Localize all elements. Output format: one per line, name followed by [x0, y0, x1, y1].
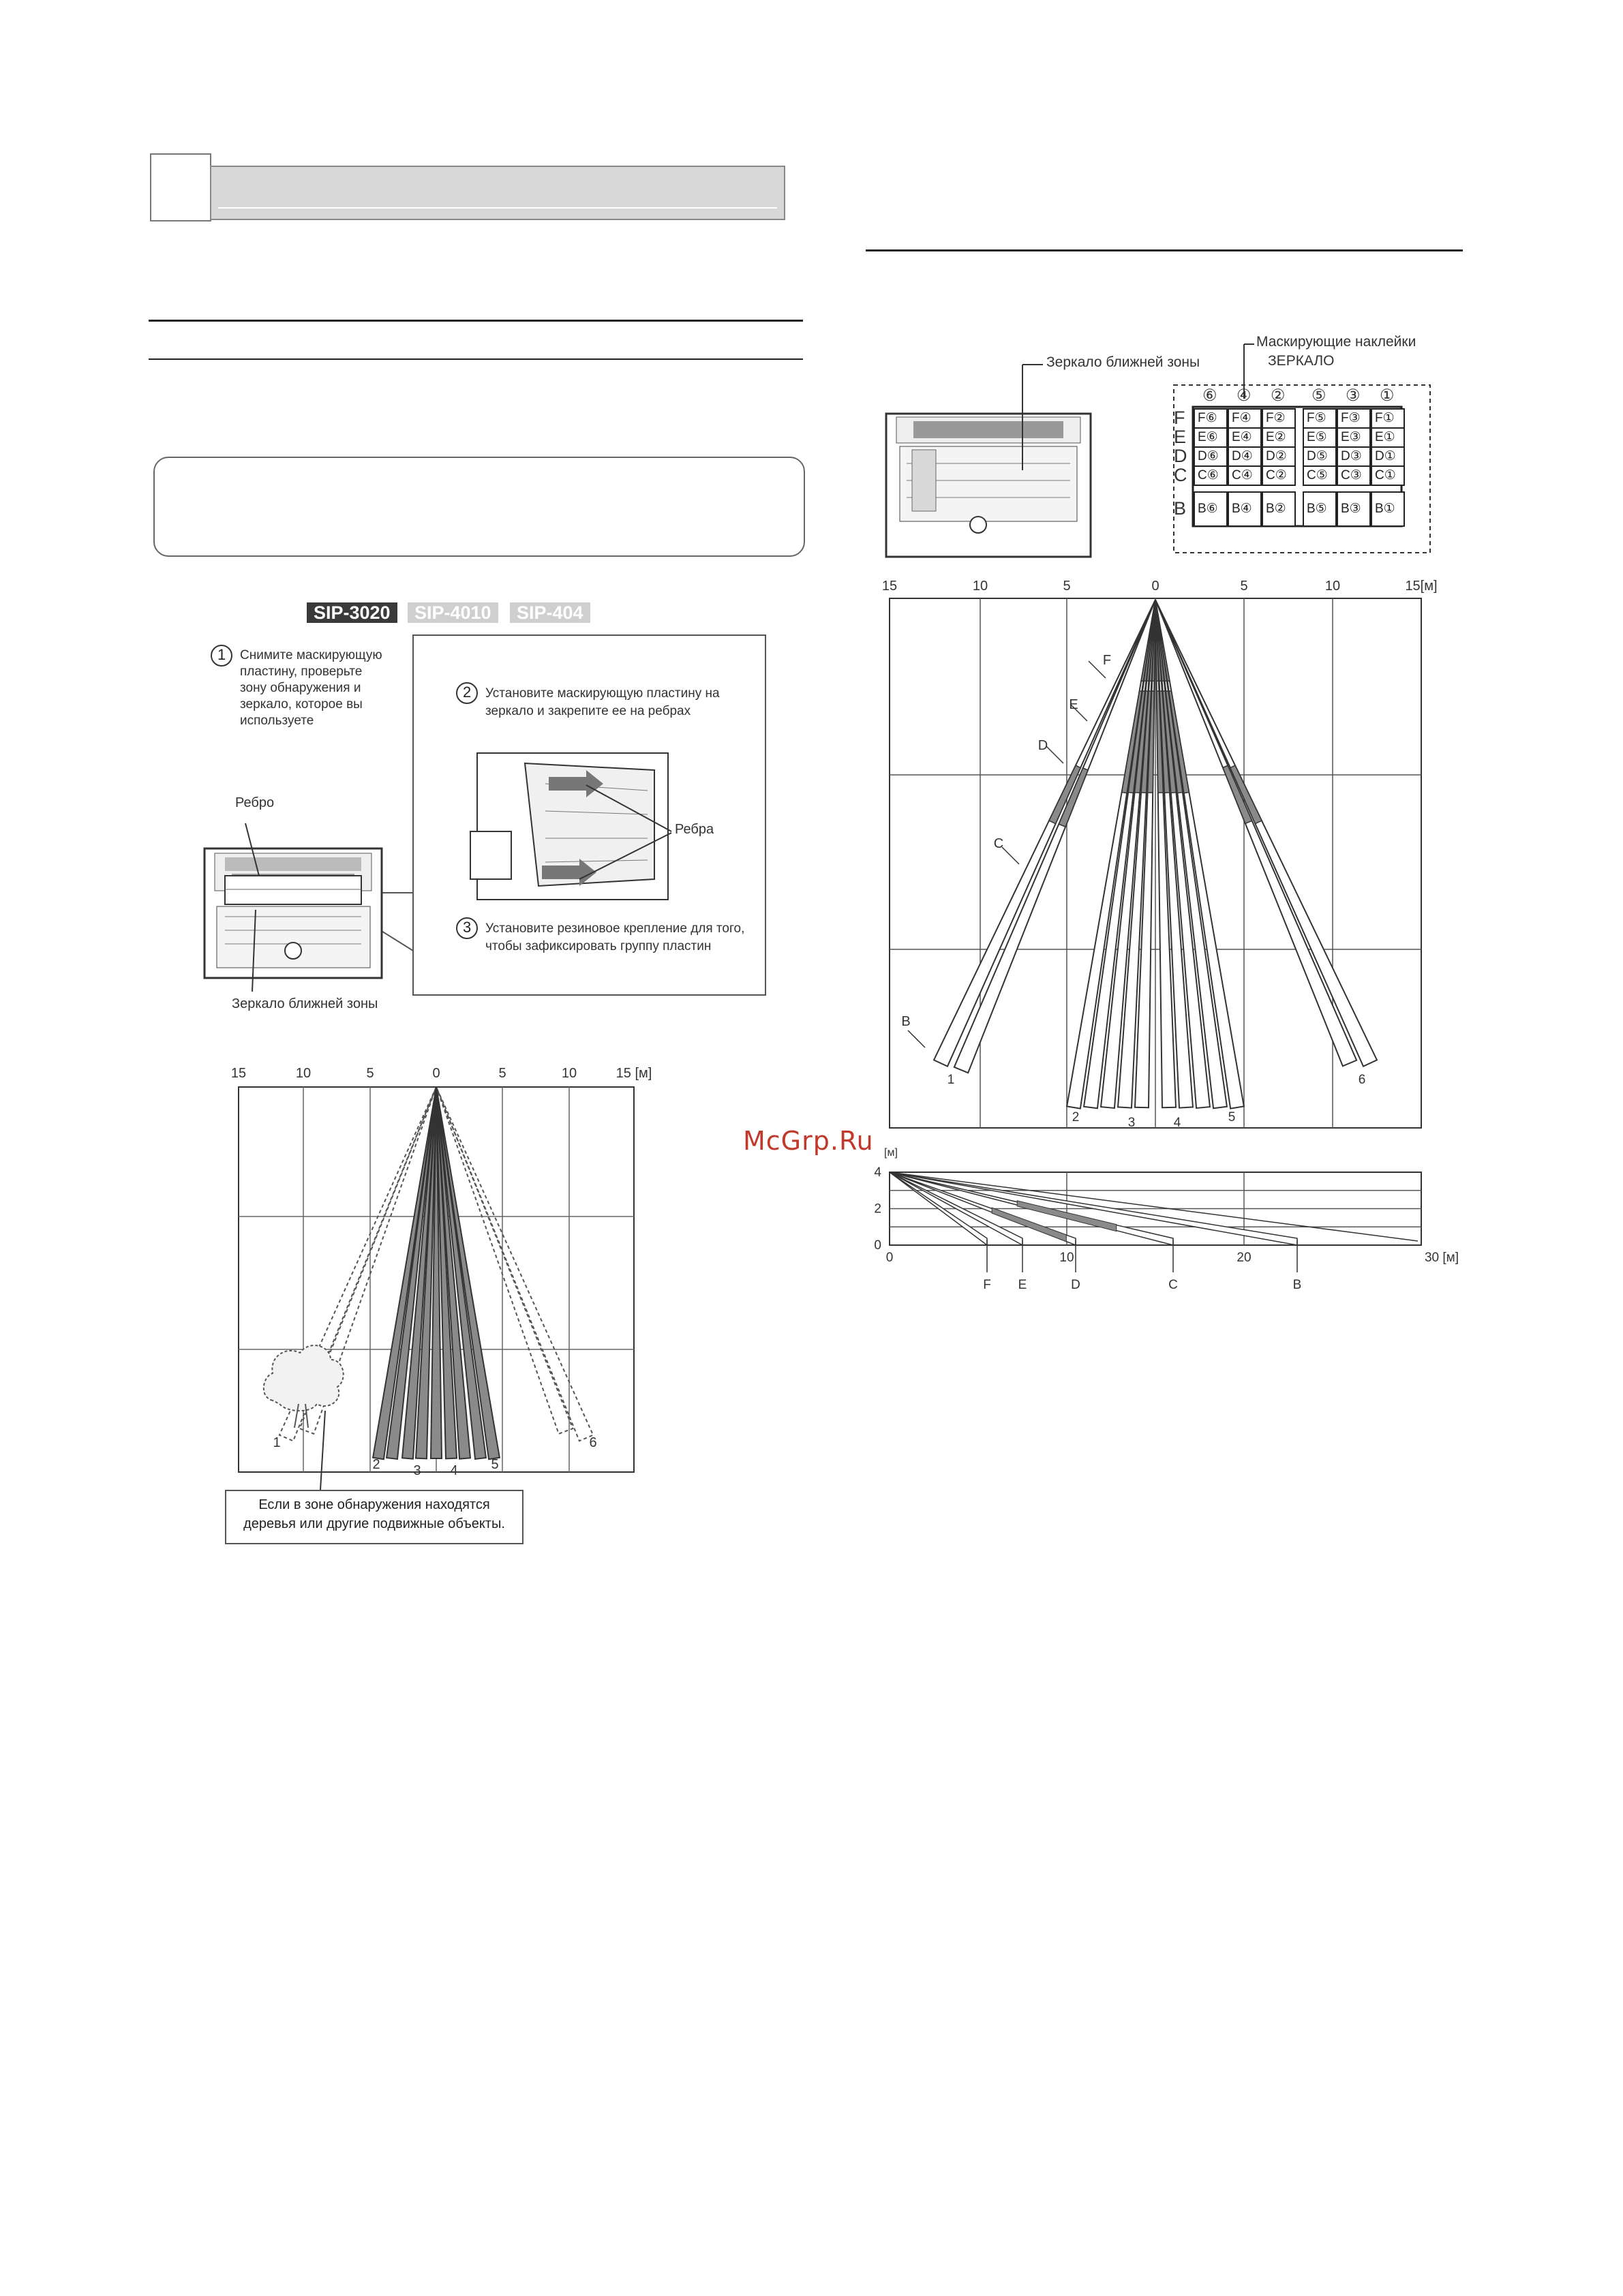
sticker-cell: E①: [1375, 430, 1395, 444]
x-tick-label: 0: [1151, 579, 1159, 594]
sticker-cell: E②: [1266, 430, 1286, 444]
sticker-cell: F①: [1375, 411, 1395, 425]
step-1-number: 1: [217, 646, 226, 663]
x-tick-label: 5: [498, 1066, 506, 1081]
x-tick-label: 10: [1324, 579, 1341, 594]
step-1-line: Снимите маскирующую: [240, 648, 382, 662]
sticker-column-header: ①: [1380, 386, 1395, 405]
step-2-line: Установите маскирующую пластину на: [485, 686, 720, 701]
y-tick-label: 2: [874, 1201, 881, 1216]
sticker-cell: E⑥: [1198, 430, 1218, 444]
beam-label: 5: [1228, 1110, 1236, 1124]
sticker-cell: B④: [1232, 502, 1252, 516]
beam-label: 3: [413, 1463, 421, 1478]
x-tick-label: 10: [972, 579, 988, 594]
zone-label: F: [983, 1278, 991, 1292]
beam-label: 3: [1127, 1116, 1136, 1130]
beam-label: 6: [589, 1435, 597, 1450]
sticker-cell: C④: [1232, 468, 1253, 483]
sticker-cell: E⑤: [1307, 430, 1327, 444]
sticker-column-header: ⑥: [1202, 386, 1217, 405]
sticker-column-header: ③: [1346, 386, 1361, 405]
sticker-column-header: ②: [1271, 386, 1286, 405]
sticker-column-header: ⑤: [1311, 386, 1326, 405]
beam-label: 2: [372, 1457, 380, 1472]
sticker-cell: C③: [1341, 468, 1362, 483]
sticker-cell: B⑤: [1307, 502, 1327, 516]
sticker-cell: D②: [1266, 449, 1287, 463]
y-tick-label: 0: [874, 1238, 881, 1253]
beam-label: 4: [1173, 1116, 1181, 1130]
step-1-line: пластину, проверьте: [240, 664, 363, 679]
sticker-cell: B③: [1341, 502, 1361, 516]
sticker-cell: D④: [1232, 449, 1253, 463]
x-tick-label: 10: [295, 1066, 312, 1081]
y-axis-label: [м]: [884, 1147, 898, 1159]
step-1-line: используете: [240, 714, 314, 728]
x-tick-label: 10: [561, 1066, 577, 1081]
beam-label: 1: [947, 1073, 955, 1087]
zone-label: C: [1168, 1278, 1178, 1292]
zone-label: B: [901, 1014, 911, 1029]
step-1-line: зеркало, которое вы: [240, 697, 363, 711]
beam-label: 1: [273, 1435, 281, 1450]
sticker-cell: F⑥: [1198, 411, 1217, 425]
step-2-number: 2: [463, 684, 472, 701]
sticker-row-header: E: [1174, 427, 1187, 447]
sticker-cell: F④: [1232, 411, 1252, 425]
sticker-row-header: B: [1174, 498, 1187, 519]
beam-label: 6: [1358, 1073, 1366, 1087]
sticker-cell: D①: [1375, 449, 1396, 463]
model-tab: SIP-4010: [408, 602, 498, 623]
watermark: McGrp.Ru: [743, 1126, 874, 1156]
zone-label: C: [993, 836, 1004, 851]
x-tick-label: 5: [1063, 579, 1071, 594]
x-tick-label: 5: [366, 1066, 374, 1081]
x-tick-label: 0: [885, 1251, 894, 1265]
x-tick-label: 5: [1240, 579, 1248, 594]
zone-label: E: [1069, 697, 1078, 712]
sticker-cell: E④: [1232, 430, 1252, 444]
beam-label: 5: [491, 1457, 499, 1472]
sticker-cell: D③: [1341, 449, 1362, 463]
zone-label: D: [1071, 1278, 1080, 1292]
x-tick-label: 15: [881, 579, 898, 594]
zone-label: F: [1102, 653, 1112, 668]
step-2-line: зеркало и закрепите ее на ребрах: [485, 704, 691, 718]
step-3-line: Установите резиновое крепление для того,: [485, 921, 745, 936]
tree-note-box: [225, 1490, 524, 1544]
x-tick-label: 15: [230, 1066, 247, 1081]
sticker-cell: C⑤: [1307, 468, 1328, 483]
zone-label: E: [1018, 1278, 1027, 1292]
sticker-cell: F⑤: [1307, 411, 1326, 425]
model-tab: SIP-404: [510, 602, 590, 623]
x-tick-label: 15 [м]: [616, 1066, 652, 1081]
sticker-cell: C②: [1266, 468, 1287, 483]
step-1-line: зону обнаружения и: [240, 681, 361, 695]
y-tick-label: 4: [874, 1165, 881, 1180]
sticker-cell: B⑥: [1198, 502, 1218, 516]
step-3-number: 3: [463, 919, 472, 936]
x-tick-label: 10: [1059, 1251, 1074, 1265]
sticker-row-header: D: [1174, 446, 1187, 466]
x-tick-label: 20: [1237, 1251, 1252, 1265]
sticker-row-header: F: [1174, 408, 1185, 428]
beam-label: 4: [450, 1463, 458, 1478]
sticker-cell: C⑥: [1198, 468, 1219, 483]
sticker-cell: F②: [1266, 411, 1286, 425]
right-near-mirror-label: Зеркало ближней зоны: [1046, 354, 1200, 370]
x-tick-label: 30 [м]: [1424, 1251, 1459, 1265]
sticker-cell: D⑤: [1307, 449, 1328, 463]
sticker-cell: B②: [1266, 502, 1286, 516]
sticker-column-header: ④: [1237, 386, 1252, 405]
tree-note-line: Если в зоне обнаружения находятся: [258, 1497, 490, 1512]
zone-label: D: [1037, 738, 1048, 753]
model-tab-active: SIP-3020: [307, 602, 397, 623]
sticker-row-header: C: [1174, 465, 1187, 485]
mirror-label: ЗЕРКАЛО: [1268, 353, 1335, 369]
mask-stickers-label: Маскирующие наклейки: [1256, 334, 1416, 350]
near-mirror-label: Зеркало ближней зоны: [232, 996, 378, 1011]
sticker-cell: D⑥: [1198, 449, 1219, 463]
x-tick-label: 15[м]: [1405, 579, 1438, 594]
sticker-cell: F③: [1341, 411, 1361, 425]
zone-label: B: [1292, 1278, 1302, 1292]
sticker-cell: B①: [1375, 502, 1395, 516]
sticker-cell: C①: [1375, 468, 1396, 483]
sticker-cell: E③: [1341, 430, 1361, 444]
ribs-label: Ребра: [675, 822, 714, 837]
tree-note-line: деревья или другие подвижные объекты.: [243, 1516, 505, 1531]
step-3-line: чтобы зафиксировать группу пластин: [485, 939, 712, 953]
x-tick-label: 0: [432, 1066, 440, 1081]
rib-label: Ребро: [235, 795, 275, 810]
beam-label: 2: [1072, 1110, 1080, 1124]
